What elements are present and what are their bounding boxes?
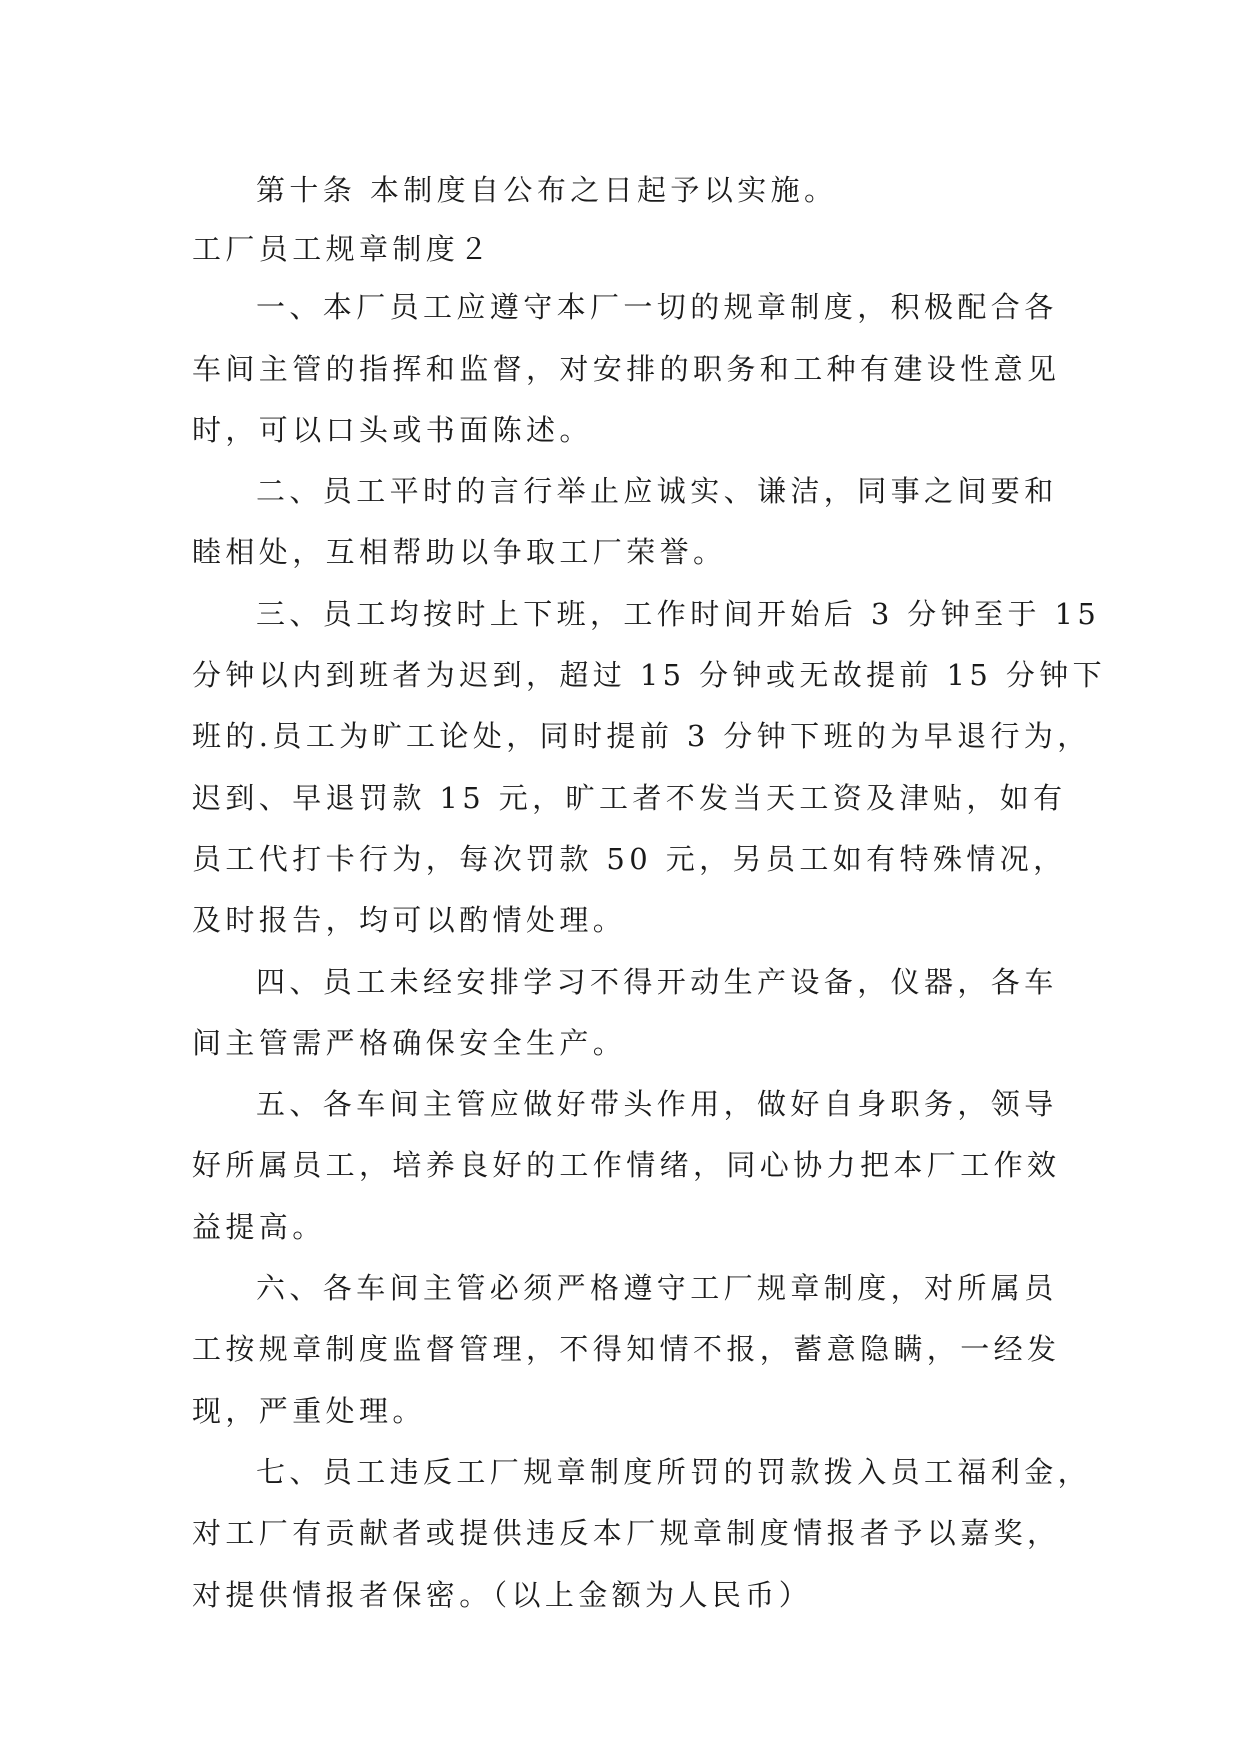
rule-7-line-1: 七、员工违反工厂规章制度所罚的罚款拨入员工福利金， (256, 1454, 1092, 1489)
rule-7-line-3: 对提供情报者保密。（以上金额为人民币） (192, 1577, 813, 1612)
rule-4-line-1: 四、员工未经安排学习不得开动生产设备，仪器，各车 (256, 964, 1058, 999)
rule-3-line-3: 班的.员工为旷工论处，同时提前 3 分钟下班的为早退行为， (192, 719, 1091, 754)
rule-1-line-2: 车间主管的指挥和监督，对安排的职务和工种有建设性意见 (192, 351, 1061, 386)
rule-1-line-3: 时，可以口头或书面陈述。 (192, 412, 593, 447)
rule-2-line-1: 二、员工平时的言行举止应诚实、谦洁，同事之间要和 (256, 474, 1058, 509)
rule-1-line-1: 一、本厂员工应遵守本厂一切的规章制度，积极配合各 (256, 290, 1058, 325)
section-heading: 工厂员工规章制度２ (192, 232, 493, 267)
rule-5-line-3: 益提高。 (192, 1209, 326, 1244)
document-body (192, 160, 1107, 1626)
rule-4-line-2: 间主管需严格确保安全生产。 (192, 1025, 627, 1060)
rule-6-line-1: 六、各车间主管必须严格遵守工厂规章制度，对所属员 (256, 1271, 1058, 1306)
rule-6-line-3: 现，严重处理。 (192, 1393, 426, 1428)
article-ten-line: 第十条 本制度自公布之日起予以实施。 (256, 173, 838, 207)
rule-7-line-2: 对工厂有贡献者或提供违反本厂规章制度情报者予以嘉奖， (192, 1516, 1061, 1551)
rule-3-line-2: 分钟以内到班者为迟到，超过 15 分钟或无故提前 15 分钟下 (192, 658, 1107, 693)
rule-3-line-6: 及时报告，均可以酌情处理。 (192, 903, 627, 938)
rule-3-line-1: 三、员工均按时上下班，工作时间开始后 3 分钟至于 15 (256, 596, 1101, 631)
rule-2-line-2: 睦相处，互相帮助以争取工厂荣誉。 (192, 535, 727, 570)
rule-6-line-2: 工按规章制度监督管理，不得知情不报，蓄意隐瞒，一经发 (192, 1332, 1061, 1367)
rule-3-line-4: 迟到、早退罚款 15 元，旷工者不发当天工资及津贴，如有 (192, 780, 1067, 815)
rule-5-line-2: 好所属员工，培养良好的工作情绪，同心协力把本厂工作效 (192, 1148, 1061, 1183)
rule-3-line-5: 员工代打卡行为，每次罚款 50 元，另员工如有特殊情况， (192, 841, 1067, 876)
rule-5-line-1: 五、各车间主管应做好带头作用，做好自身职务，领导 (256, 1087, 1058, 1122)
